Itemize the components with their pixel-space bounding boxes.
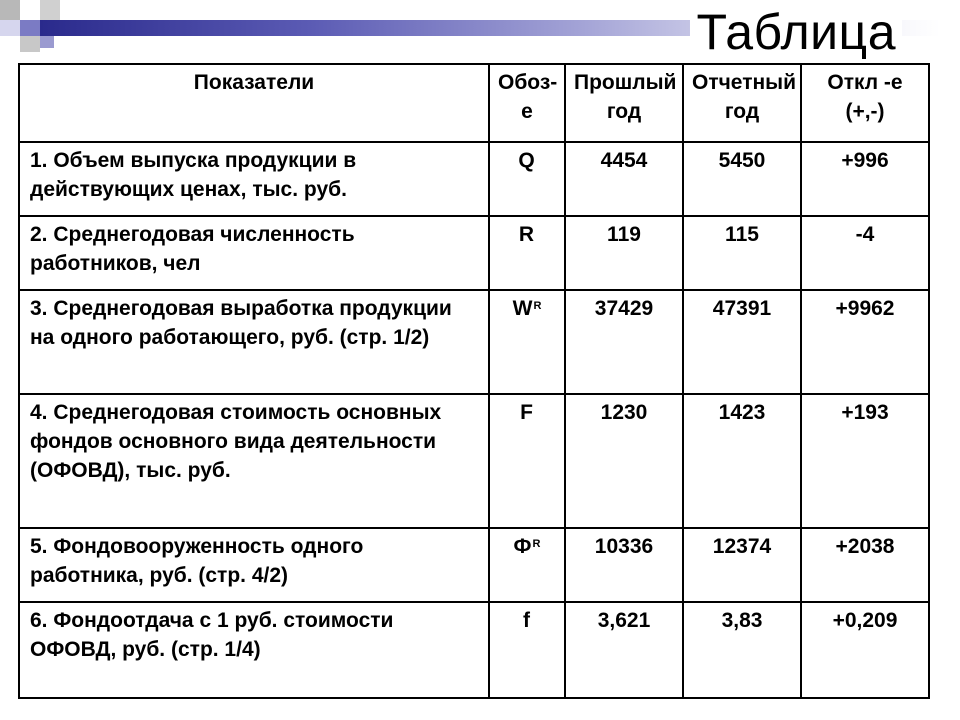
indicator-cell: 6. Фондоотдача с 1 руб. стоимости ОФОВД, руб. (стр. 1/4) — [19, 602, 489, 698]
indicator-cell: 2. Среднегодовая численность работников, чел — [19, 216, 489, 290]
symbol-superscript: R — [533, 300, 542, 312]
deviation-cell: +0,209 — [801, 602, 929, 698]
table-row — [19, 216, 929, 290]
indicator-cell: 4. Среднегодовая стоимость основных фондов основного вида деятельности (ОФОВД), тыс. руб. — [19, 394, 489, 528]
report-year-cell: 5450 — [683, 142, 801, 216]
prev-year-cell: 119 — [565, 216, 683, 290]
report-year-cell: 1423 — [683, 394, 801, 528]
deviation-cell: +2038 — [801, 528, 929, 602]
indicator-cell: 5. Фондовооруженность одного работника, руб. (стр. 4/2) — [19, 528, 489, 602]
symbol-cell — [489, 290, 565, 394]
indicators-table — [18, 63, 930, 699]
report-year-cell: 12374 — [683, 528, 801, 602]
indicator-cell: 1. Объем выпуска продукции в действующих ценах, тыс. руб. — [19, 142, 489, 216]
symbol-text: f — [523, 609, 530, 632]
table-row — [19, 290, 929, 394]
report-year-cell: 3,83 — [683, 602, 801, 698]
symbol-cell — [489, 528, 565, 602]
table-header-row — [19, 64, 929, 142]
prev-year-cell: 10336 — [565, 528, 683, 602]
symbol-cell — [489, 142, 565, 216]
header-deviation: Откл -е (+,-) — [801, 64, 929, 142]
symbol-cell — [489, 216, 565, 290]
prev-year-cell: 4454 — [565, 142, 683, 216]
prev-year-cell: 3,621 — [565, 602, 683, 698]
symbol-cell — [489, 394, 565, 528]
symbol-superscript: R — [532, 538, 541, 550]
deviation-cell: +193 — [801, 394, 929, 528]
decorative-square — [20, 20, 40, 36]
table-row — [19, 602, 929, 698]
slide-title: Таблица — [690, 2, 902, 62]
symbol-text: Q — [518, 149, 535, 172]
decorative-square — [20, 36, 40, 52]
decorative-square — [40, 36, 54, 48]
header-band — [0, 0, 960, 60]
deviation-cell: +996 — [801, 142, 929, 216]
prev-year-cell: 37429 — [565, 290, 683, 394]
report-year-cell: 115 — [683, 216, 801, 290]
symbol-text: R — [518, 223, 535, 246]
symbol-cell — [489, 602, 565, 698]
decorative-square — [0, 0, 20, 20]
decorative-square — [0, 20, 20, 36]
prev-year-cell: 1230 — [565, 394, 683, 528]
symbol-text: W — [512, 297, 533, 320]
table-row — [19, 142, 929, 216]
header-report-year: Отчетный год — [683, 64, 801, 142]
header-indicator: Показатели — [19, 64, 489, 142]
indicator-cell: 3. Среднегодовая выработка продукции на одного работающего, руб. (стр. 1/2) — [19, 290, 489, 394]
deviation-cell: -4 — [801, 216, 929, 290]
deviation-cell: +9962 — [801, 290, 929, 394]
report-year-cell: 47391 — [683, 290, 801, 394]
table-row — [19, 528, 929, 602]
table-row — [19, 394, 929, 528]
header-prev-year: Прошлый год — [565, 64, 683, 142]
symbol-text: F — [520, 401, 533, 424]
header-symbol: Обоз-е — [489, 64, 565, 142]
symbol-text: Ф — [513, 535, 532, 558]
decorative-square — [40, 0, 60, 20]
